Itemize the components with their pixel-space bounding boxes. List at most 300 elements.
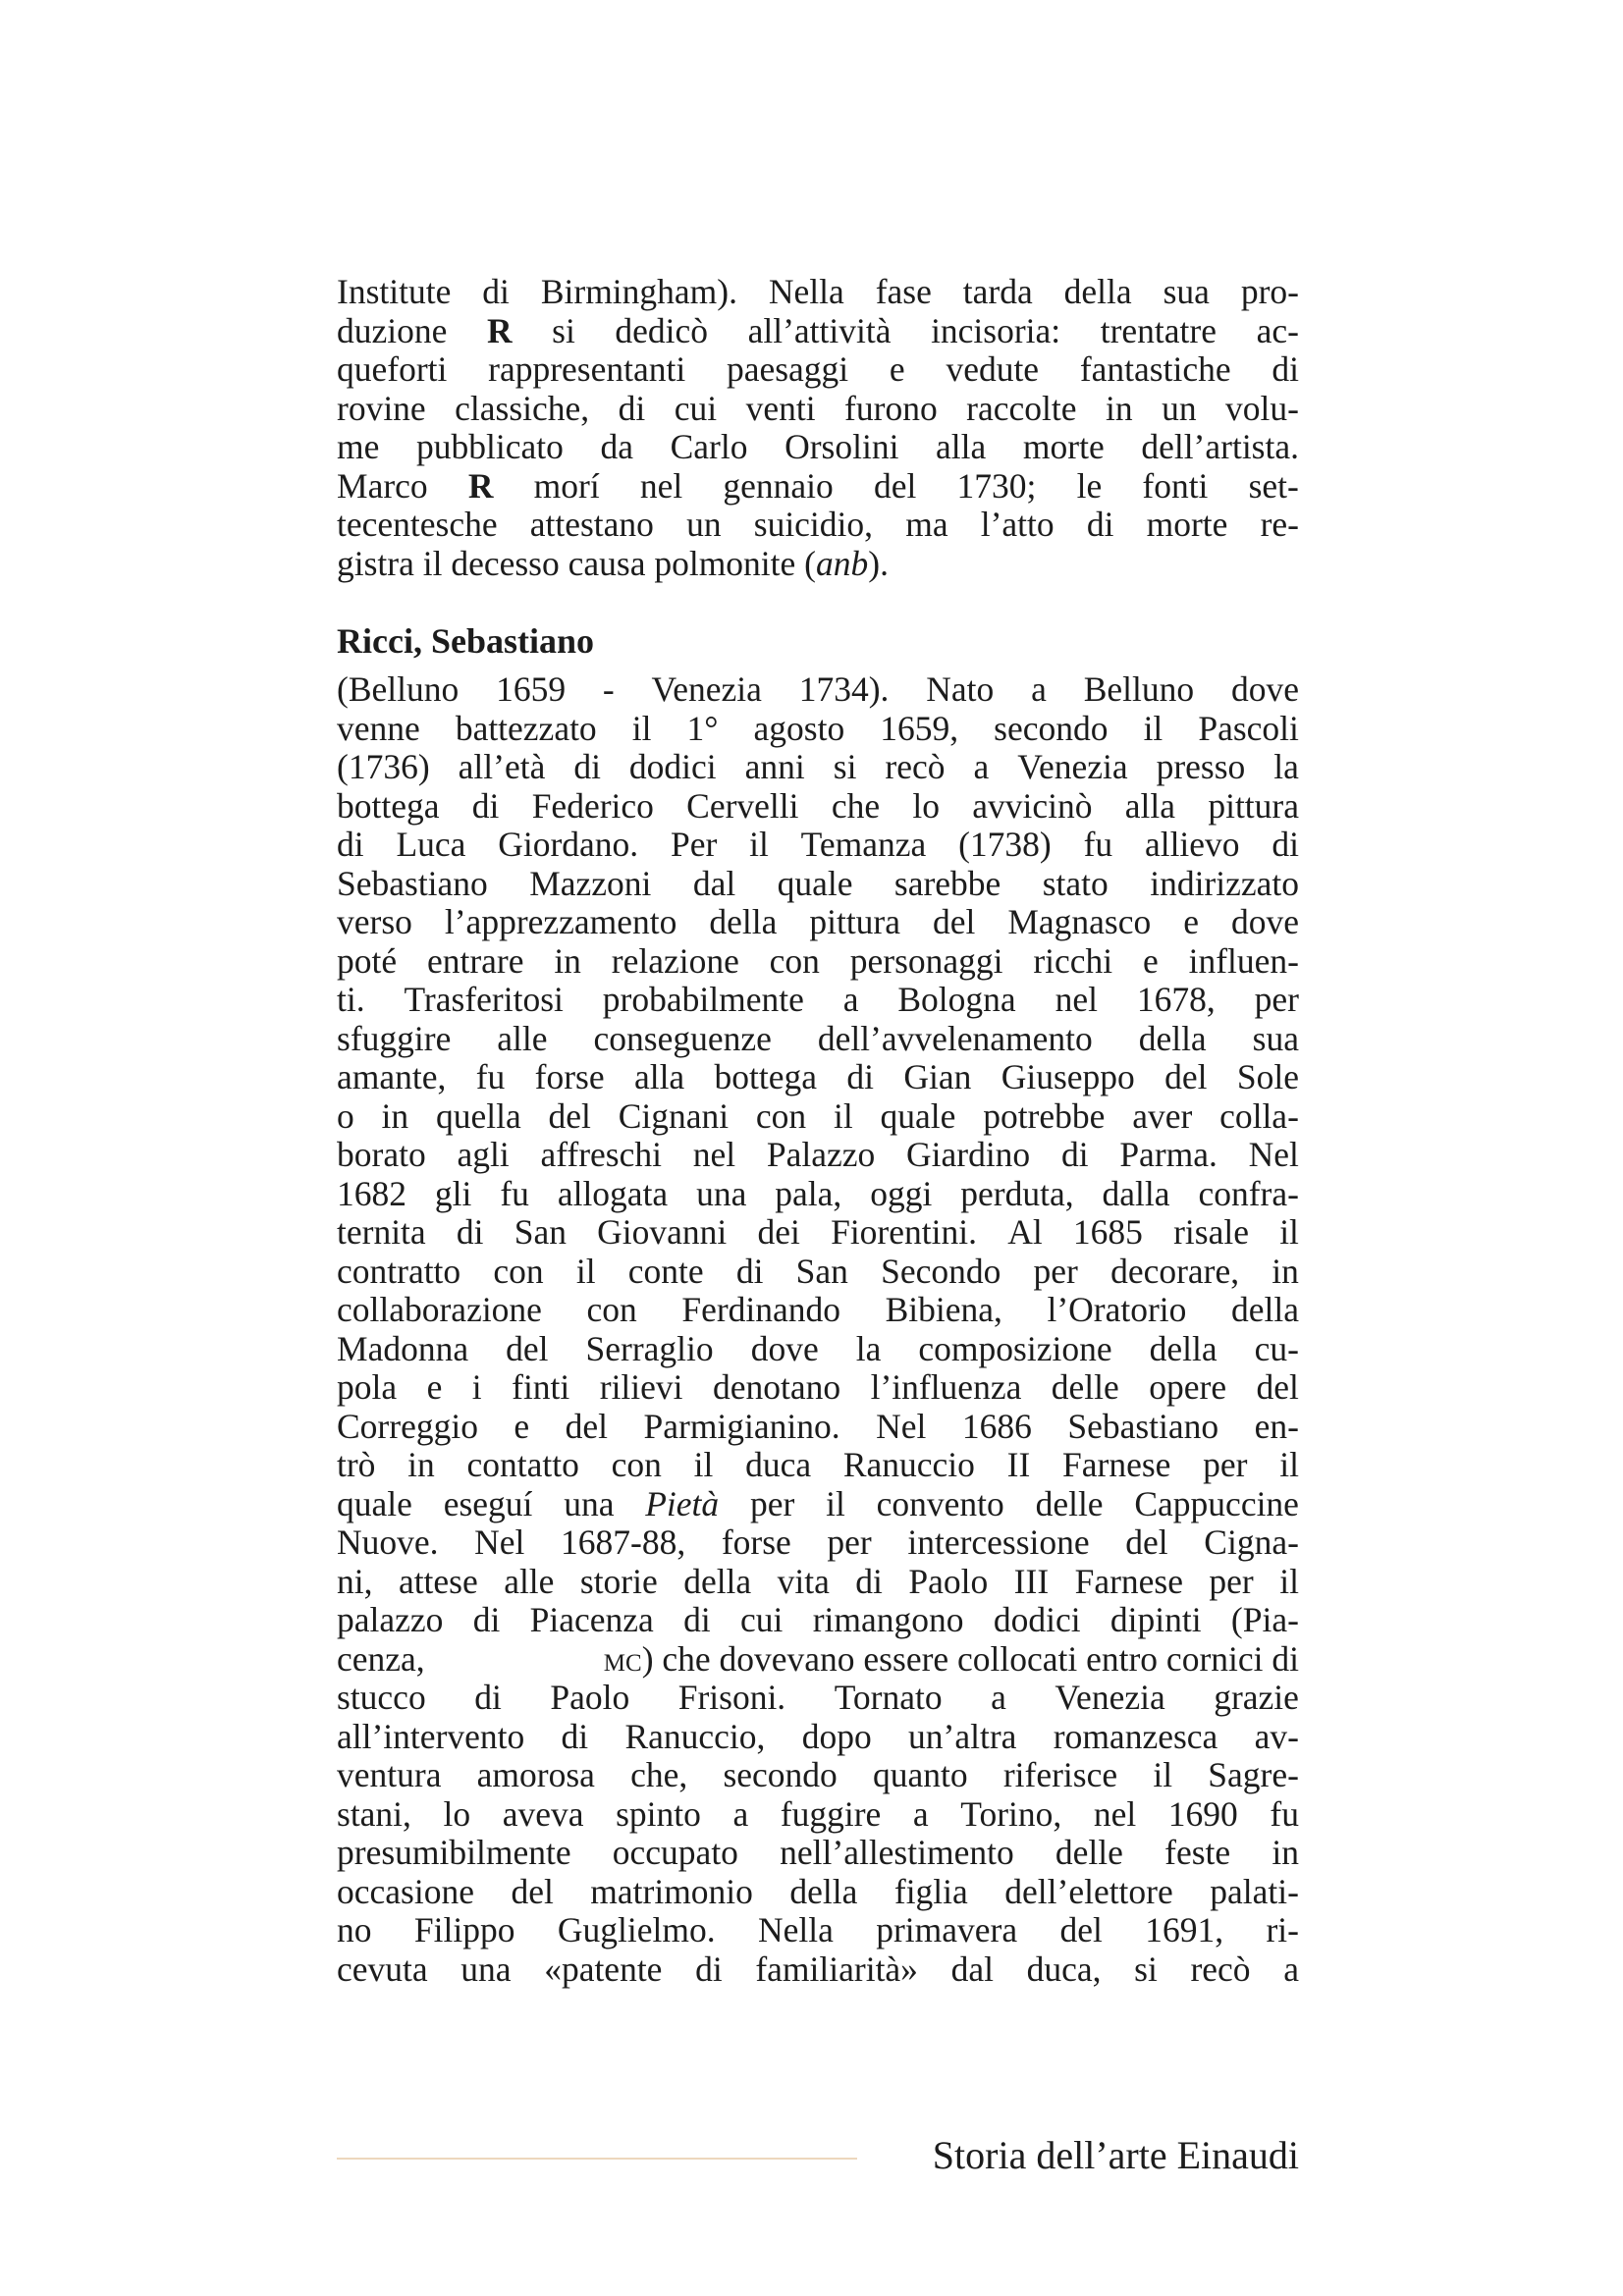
word: delle xyxy=(1035,1483,1104,1523)
word: in xyxy=(381,1095,409,1136)
word: per xyxy=(1254,980,1299,1019)
word: di xyxy=(561,1716,589,1756)
word: una xyxy=(696,1173,747,1213)
text-line xyxy=(337,390,1299,429)
word: dove xyxy=(750,1328,819,1368)
word: di xyxy=(456,1212,484,1252)
word: av- xyxy=(1254,1716,1299,1756)
word: Tornato xyxy=(834,1678,943,1717)
word: romanzesca xyxy=(1053,1716,1218,1756)
word: di xyxy=(695,1949,723,1989)
word: affreschi xyxy=(540,1135,662,1174)
word: rimangono xyxy=(812,1600,964,1639)
word: relazione xyxy=(611,940,739,981)
word: dei xyxy=(757,1212,800,1252)
text-span: ) che dovevano essere collocati entro cornici di xyxy=(641,1638,1299,1679)
word: fu xyxy=(1083,825,1113,864)
word: classiche, xyxy=(455,388,590,428)
word: Bologna xyxy=(897,980,1016,1019)
word: Ferdinando xyxy=(681,1290,841,1329)
word: Venezia xyxy=(1017,747,1128,786)
word: morí xyxy=(533,465,600,506)
word: riferisce xyxy=(1002,1755,1118,1794)
word: nell’allestimento xyxy=(780,1833,1014,1872)
word: che xyxy=(831,785,881,826)
text-line xyxy=(337,1563,1299,1602)
word: Sebastiano xyxy=(337,863,488,903)
word: 1678, xyxy=(1136,980,1216,1019)
word: nel xyxy=(639,465,683,506)
entry-heading: Ricci, Sebastiano xyxy=(337,621,595,661)
word: palazzo xyxy=(337,1600,444,1639)
word: le xyxy=(1076,465,1103,506)
word: cenza, xyxy=(337,1638,425,1679)
word: il xyxy=(749,825,769,864)
word: sfuggire xyxy=(337,1018,452,1058)
word: Temanza xyxy=(800,825,927,864)
word: agli xyxy=(457,1135,510,1174)
text-line xyxy=(337,1408,1299,1447)
word: in xyxy=(1271,1833,1299,1872)
artist-initial: R xyxy=(467,465,494,506)
word: di xyxy=(735,1251,764,1291)
text-line xyxy=(337,428,1299,467)
word: lo xyxy=(443,1793,471,1834)
footer-rule xyxy=(337,2158,857,2160)
word: dodici xyxy=(628,747,717,786)
word: matrimonio xyxy=(590,1871,753,1911)
word: Luca xyxy=(396,825,466,864)
word: conseguenze xyxy=(593,1018,772,1058)
word: Orsolini xyxy=(784,427,899,466)
word: decorare, xyxy=(1110,1251,1240,1291)
word: si xyxy=(552,310,575,350)
word: il xyxy=(833,1095,853,1136)
word: e xyxy=(1143,940,1159,981)
word: eseguí xyxy=(443,1483,533,1523)
word: (1736) xyxy=(337,747,430,786)
word: un xyxy=(1162,388,1197,428)
word: San xyxy=(514,1212,567,1252)
text-line xyxy=(337,1175,1299,1214)
word: a xyxy=(1031,669,1047,709)
word: 1687-88, xyxy=(561,1522,686,1562)
text-line xyxy=(337,670,1299,710)
word: 1691, xyxy=(1145,1910,1224,1949)
word: del xyxy=(565,1406,609,1446)
word: rappresentanti xyxy=(488,349,686,389)
word: di xyxy=(1060,1135,1089,1174)
text-span xyxy=(337,545,889,584)
word: ri- xyxy=(1266,1910,1299,1949)
word: della xyxy=(789,1871,858,1911)
word: allievo xyxy=(1144,825,1240,864)
word: bottega xyxy=(337,785,440,826)
word: gennaio xyxy=(723,465,834,506)
word: il xyxy=(1279,1445,1299,1484)
text-line xyxy=(337,1020,1299,1059)
word: dipinti xyxy=(1109,1600,1202,1639)
word: 1682 xyxy=(337,1173,406,1213)
word: ma xyxy=(905,505,948,544)
word: no xyxy=(337,1910,372,1949)
word: bottega xyxy=(714,1057,818,1096)
word: entrare xyxy=(426,940,524,981)
word: e xyxy=(514,1406,530,1446)
word: Sole xyxy=(1236,1057,1299,1096)
word: cui xyxy=(740,1600,784,1639)
word: recò xyxy=(885,747,946,786)
word: personaggi xyxy=(849,940,1003,981)
text-line xyxy=(337,1368,1299,1408)
word: Venezia xyxy=(1055,1678,1165,1717)
word: vedute xyxy=(946,349,1040,389)
word: Per xyxy=(670,825,718,864)
word: contratto xyxy=(337,1251,461,1291)
word: aver xyxy=(1132,1095,1193,1136)
word: l’influenza xyxy=(870,1367,1022,1407)
word: morte xyxy=(1022,427,1105,466)
text-span xyxy=(604,1640,1299,1680)
text-line xyxy=(337,1446,1299,1485)
word: il xyxy=(693,1445,714,1484)
word: trentatre xyxy=(1100,310,1217,350)
word: trò xyxy=(337,1445,376,1484)
text-line xyxy=(337,545,1299,584)
word: il xyxy=(631,708,652,748)
word: Al xyxy=(1007,1212,1043,1252)
word: feste xyxy=(1164,1833,1231,1872)
word: Sebastiano xyxy=(1067,1406,1219,1446)
text-line xyxy=(337,903,1299,942)
word: della xyxy=(1063,272,1132,311)
word: amante, xyxy=(337,1057,447,1096)
word: della xyxy=(683,1561,752,1601)
word: il xyxy=(1279,1561,1299,1601)
word: e xyxy=(889,349,905,389)
word: Giardino xyxy=(905,1135,1031,1174)
word: del xyxy=(506,1328,549,1368)
word: nel xyxy=(1093,1793,1137,1834)
text-line xyxy=(337,1291,1299,1330)
word: tarda xyxy=(962,272,1033,311)
word: oggi xyxy=(870,1173,933,1213)
word: all’intervento xyxy=(337,1716,525,1756)
word: borato xyxy=(337,1135,426,1174)
word: stato xyxy=(1042,863,1109,903)
word: di xyxy=(683,1600,711,1639)
word: della xyxy=(1230,1290,1299,1329)
word: finti xyxy=(512,1367,570,1407)
text-line xyxy=(337,1601,1299,1640)
word: stucco xyxy=(337,1678,426,1717)
word: potrebbe xyxy=(983,1095,1106,1136)
text-line xyxy=(337,506,1299,545)
word: pola xyxy=(337,1367,398,1407)
word: per xyxy=(749,1483,795,1523)
text-span: ). xyxy=(868,543,889,583)
word: delle xyxy=(1055,1833,1123,1872)
word: Cervelli xyxy=(686,785,799,826)
text-line xyxy=(337,710,1299,749)
word: una xyxy=(564,1483,615,1523)
word: Correggio xyxy=(337,1406,478,1446)
word: del xyxy=(548,1095,591,1136)
word: dove xyxy=(1230,902,1299,941)
word: grazie xyxy=(1214,1678,1299,1717)
word: me xyxy=(337,427,380,466)
word: Venezia xyxy=(651,669,762,709)
text-line xyxy=(337,1058,1299,1097)
word: tecentesche xyxy=(337,505,498,544)
word: cevuta xyxy=(337,1949,428,1989)
word: Trasferitosi xyxy=(404,980,564,1019)
word: Guglielmo. xyxy=(557,1910,716,1949)
word: probabilmente xyxy=(602,980,804,1019)
word: poté xyxy=(337,940,398,981)
word: alle xyxy=(504,1561,555,1601)
word: fuggire xyxy=(780,1793,882,1834)
word: «patente xyxy=(544,1949,663,1989)
text-line xyxy=(337,1756,1299,1795)
word: il xyxy=(1279,1212,1299,1252)
word: duca xyxy=(745,1445,812,1484)
word: 1686 xyxy=(961,1406,1032,1446)
word: Institute xyxy=(337,272,452,311)
text-line xyxy=(337,467,1299,507)
word: il xyxy=(826,1483,845,1523)
word: Parmigianino. xyxy=(643,1406,840,1446)
word: primavera xyxy=(876,1910,1018,1949)
word: dell’artista. xyxy=(1141,427,1299,466)
text-line xyxy=(337,1640,1299,1680)
word: a xyxy=(732,1793,749,1834)
word: in xyxy=(1271,1251,1299,1291)
word: rilievi xyxy=(599,1367,683,1407)
word: del xyxy=(873,465,917,506)
word: (Belluno xyxy=(337,669,460,709)
word: Belluno xyxy=(1083,669,1195,709)
word: anni xyxy=(744,747,805,786)
text-line xyxy=(337,273,1299,312)
word: denotano xyxy=(712,1367,841,1407)
word: quale xyxy=(777,863,853,903)
word: battezzato xyxy=(455,708,597,748)
text-line xyxy=(337,942,1299,982)
word: Nuove. xyxy=(337,1522,439,1562)
word: per xyxy=(1209,1561,1254,1601)
word: del xyxy=(1059,1910,1103,1949)
word: con xyxy=(493,1251,544,1291)
word: ventura xyxy=(337,1755,442,1794)
word: dal xyxy=(950,1949,994,1989)
word: Farnese xyxy=(1062,1445,1171,1484)
word: familiarità» xyxy=(755,1949,918,1989)
word: alle xyxy=(497,1018,548,1058)
text-line xyxy=(337,1950,1299,1990)
word: fu xyxy=(475,1057,506,1096)
word: ti. xyxy=(337,980,365,1019)
word: di xyxy=(855,1561,883,1601)
word: nel xyxy=(1055,980,1098,1019)
word: Giuseppo xyxy=(1001,1057,1135,1096)
word: l’Oratorio xyxy=(1047,1290,1187,1329)
word: di xyxy=(482,272,510,311)
word: fu xyxy=(1270,1793,1299,1834)
word: la xyxy=(855,1328,882,1368)
word: alla xyxy=(936,427,987,466)
word: Ranuccio xyxy=(842,1445,975,1484)
text-line xyxy=(337,1485,1299,1524)
word: con xyxy=(611,1445,662,1484)
word: collaborazione xyxy=(337,1290,542,1329)
word: o xyxy=(337,1095,354,1136)
word: Sagre- xyxy=(1208,1755,1299,1794)
word: Birmingham). xyxy=(540,272,737,311)
word: agosto xyxy=(753,708,845,748)
word: Serraglio xyxy=(585,1328,714,1368)
word: furono xyxy=(844,388,938,428)
word: e xyxy=(426,1367,443,1407)
word: ricchi xyxy=(1033,940,1113,981)
word: indirizzato xyxy=(1150,863,1299,903)
word: Paolo xyxy=(908,1561,989,1601)
word: quale xyxy=(337,1483,412,1523)
word: - xyxy=(602,669,615,709)
word: il xyxy=(575,1251,596,1291)
word: con xyxy=(586,1290,637,1329)
text-line xyxy=(337,312,1299,351)
word: Cappuccine xyxy=(1134,1483,1299,1523)
word: Federico xyxy=(531,785,654,826)
word: duca, xyxy=(1026,1949,1102,1989)
word: a xyxy=(991,1678,1006,1717)
word: fantastiche xyxy=(1079,349,1231,389)
word: ac- xyxy=(1256,310,1299,350)
word: Secondo xyxy=(881,1251,1001,1291)
text-line xyxy=(337,1523,1299,1563)
word: dopo xyxy=(801,1716,872,1756)
word: Mazzoni xyxy=(529,863,652,903)
word: per xyxy=(827,1522,872,1562)
word: pala, xyxy=(775,1173,842,1213)
word: dodici xyxy=(993,1600,1081,1639)
word: fu xyxy=(500,1173,529,1213)
word: del xyxy=(932,902,976,941)
word: Nella xyxy=(768,272,844,311)
word: raccolte xyxy=(966,388,1077,428)
word: paesaggi xyxy=(726,349,849,389)
word: incisoria: xyxy=(931,310,1061,350)
word: delle xyxy=(1051,1367,1119,1407)
word: en- xyxy=(1254,1406,1299,1446)
text-line xyxy=(337,787,1299,827)
word: rovine xyxy=(337,388,426,428)
word: di xyxy=(846,1057,875,1096)
word: dal xyxy=(692,863,736,903)
word: volu- xyxy=(1225,388,1299,428)
text-line xyxy=(337,1873,1299,1912)
word: 1° xyxy=(686,708,719,748)
text-line xyxy=(337,1136,1299,1175)
word: Madonna xyxy=(337,1328,469,1368)
text-line xyxy=(337,1097,1299,1137)
word: allogata xyxy=(557,1173,669,1213)
word: pittura xyxy=(1208,785,1299,826)
text-line xyxy=(337,1330,1299,1369)
word: Paolo xyxy=(550,1678,630,1717)
word: di xyxy=(337,825,364,864)
word: di xyxy=(1086,505,1114,544)
word: in xyxy=(554,940,581,981)
word: dalla xyxy=(1102,1173,1170,1213)
word: 1685 xyxy=(1072,1212,1143,1252)
word: storie xyxy=(579,1561,658,1601)
word: e xyxy=(1183,902,1199,941)
text-line xyxy=(337,826,1299,865)
word: all’età xyxy=(458,747,546,786)
word: vita xyxy=(777,1561,830,1601)
word: perduta, xyxy=(960,1173,1074,1213)
word: alla xyxy=(1124,785,1176,826)
word: Ranuccio, xyxy=(624,1716,766,1756)
word: Pascoli xyxy=(1198,708,1299,748)
text-line xyxy=(337,1834,1299,1873)
word: sarebbe xyxy=(893,863,1001,903)
word: del xyxy=(1164,1057,1208,1096)
word: convento xyxy=(876,1483,1004,1523)
word: del xyxy=(1125,1522,1168,1562)
text-line xyxy=(337,748,1299,787)
word: 1730; xyxy=(956,465,1037,506)
word: quella xyxy=(435,1095,521,1136)
word: morte xyxy=(1146,505,1228,544)
word: Nel xyxy=(876,1406,927,1446)
word: gli xyxy=(434,1173,472,1213)
word: pittura xyxy=(809,902,901,941)
text-line xyxy=(337,1911,1299,1950)
word: opere xyxy=(1149,1367,1227,1407)
word: la xyxy=(1273,747,1299,786)
word: di xyxy=(1271,825,1299,864)
word: Torino, xyxy=(960,1793,1062,1834)
word: (1738) xyxy=(958,825,1052,864)
word: un xyxy=(686,505,722,544)
footer-label: Storia dell’arte Einaudi xyxy=(932,2133,1299,2177)
word: (Pia- xyxy=(1230,1600,1299,1639)
word: II xyxy=(1006,1445,1031,1484)
word: l’apprezzamento xyxy=(444,902,677,941)
word: di xyxy=(472,1600,501,1639)
word: di xyxy=(1271,349,1299,389)
word: figlia xyxy=(893,1871,968,1911)
word: il xyxy=(1153,1755,1173,1794)
word: si xyxy=(833,747,857,786)
word: III xyxy=(1013,1561,1050,1601)
word: pro- xyxy=(1240,272,1299,311)
word: i xyxy=(471,1367,482,1407)
word: Piacenza xyxy=(529,1600,654,1639)
word: forse xyxy=(721,1522,791,1562)
word: cu- xyxy=(1254,1328,1299,1368)
word: a xyxy=(1283,1949,1299,1989)
word: sua xyxy=(1252,1018,1299,1058)
word: in xyxy=(1105,388,1133,428)
word: attestano xyxy=(529,505,654,544)
word: una xyxy=(460,1949,512,1989)
word: occasione xyxy=(337,1871,474,1911)
word: amorosa xyxy=(476,1755,595,1794)
